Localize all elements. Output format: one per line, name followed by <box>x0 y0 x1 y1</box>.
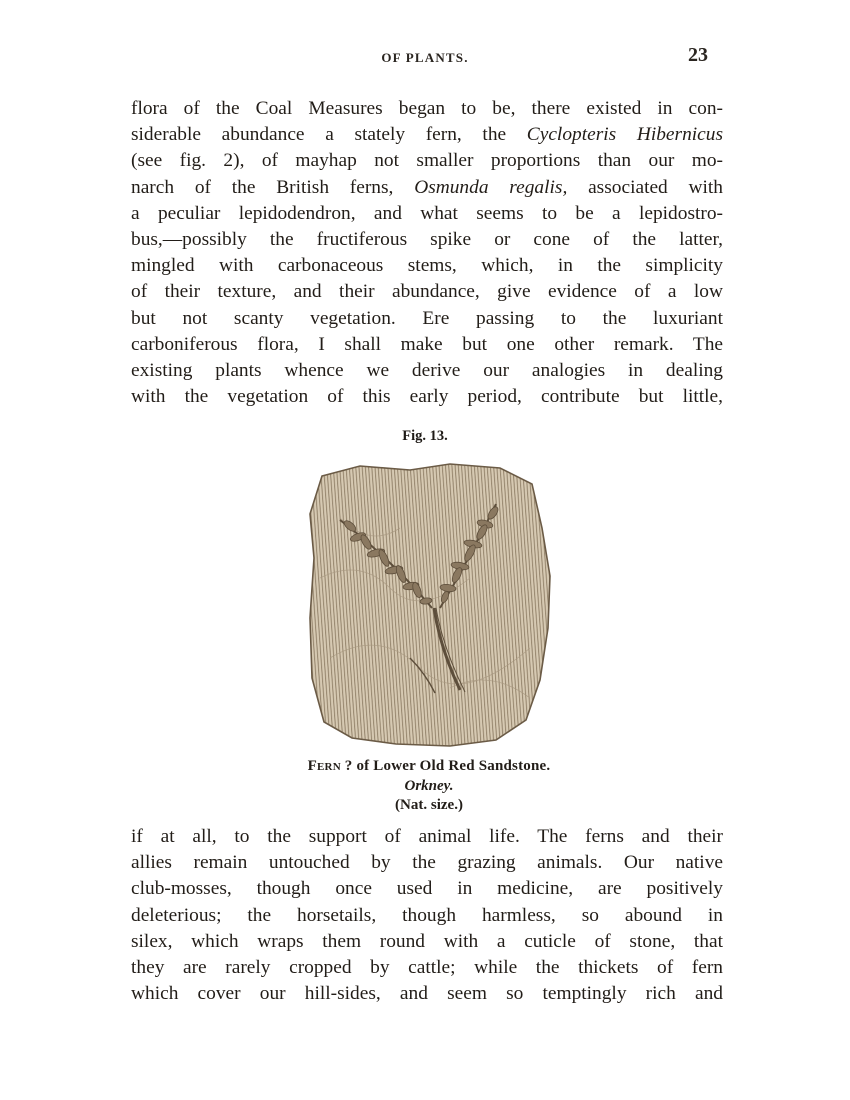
figure-label: Fig. 13. <box>402 428 448 444</box>
text-line: existing plants whence we derive our analogies in dealing <box>131 359 723 381</box>
running-head: OF PLANTS. <box>381 50 469 65</box>
caption-fern-word: Fern <box>307 758 341 774</box>
text-line: bus,—possibly the fructiferous spike or cone of the latter, <box>131 228 723 250</box>
text-line: (see fig. 2), of mayhap not smaller proportions than our mo- <box>131 150 723 172</box>
text-line: club-mosses, though once used in medicine, are positively <box>131 878 723 900</box>
page-number: 23 <box>688 44 708 66</box>
text-line: if at all, to the support of animal life. The ferns and their <box>131 826 723 847</box>
text-line: of their texture, and their abundance, give evidence of a low <box>131 281 723 303</box>
text-line: they are rarely cropped by cattle; while the thickets of fern <box>131 956 723 978</box>
text-line: allies remain untouched by the grazing animals. Our native <box>131 852 723 874</box>
fern-fossil-illustration <box>300 458 560 752</box>
body-text-top <box>131 96 723 410</box>
text-line: flora of the Coal Measures began to be, there existed in con- <box>131 98 723 119</box>
text-line: silex, which wraps them round with a cuticle of stone, that <box>131 930 723 952</box>
text-line: narch of the British ferns, Osmunda regalis, associated with <box>131 176 724 198</box>
italic-species-name: Osmunda regalis, <box>414 176 568 198</box>
text-line: which cover our hill-sides, and seem so temptingly rich and <box>131 983 723 1005</box>
figure-caption-title: Fern ? of Lower Old Red Sandstone. <box>307 758 551 774</box>
body-text-bottom <box>131 824 723 1007</box>
figure-caption-scale: (Nat. size.) <box>395 797 463 813</box>
text-line: siderable abundance a stately fern, the Cyclopteris Hibernicus <box>131 124 723 146</box>
text-line: deleterious; the horsetails, though harmless, so abound in <box>131 904 723 926</box>
text-line: carboniferous flora, I shall make but one other remark. The <box>131 333 723 355</box>
figure-caption-locality: Orkney. <box>404 778 454 794</box>
text-line: mingled with carbonaceous stems, which, in the simplicity <box>131 255 723 277</box>
text-line: but not scanty vegetation. Ere passing to the luxuriant <box>131 307 723 329</box>
italic-species-name: Cyclopteris Hibernicus <box>526 124 723 146</box>
text-line: a peculiar lepidodendron, and what seems to be a lepidostro- <box>131 202 723 224</box>
text-line: with the vegetation of this early period, contribute but little, <box>131 386 723 408</box>
